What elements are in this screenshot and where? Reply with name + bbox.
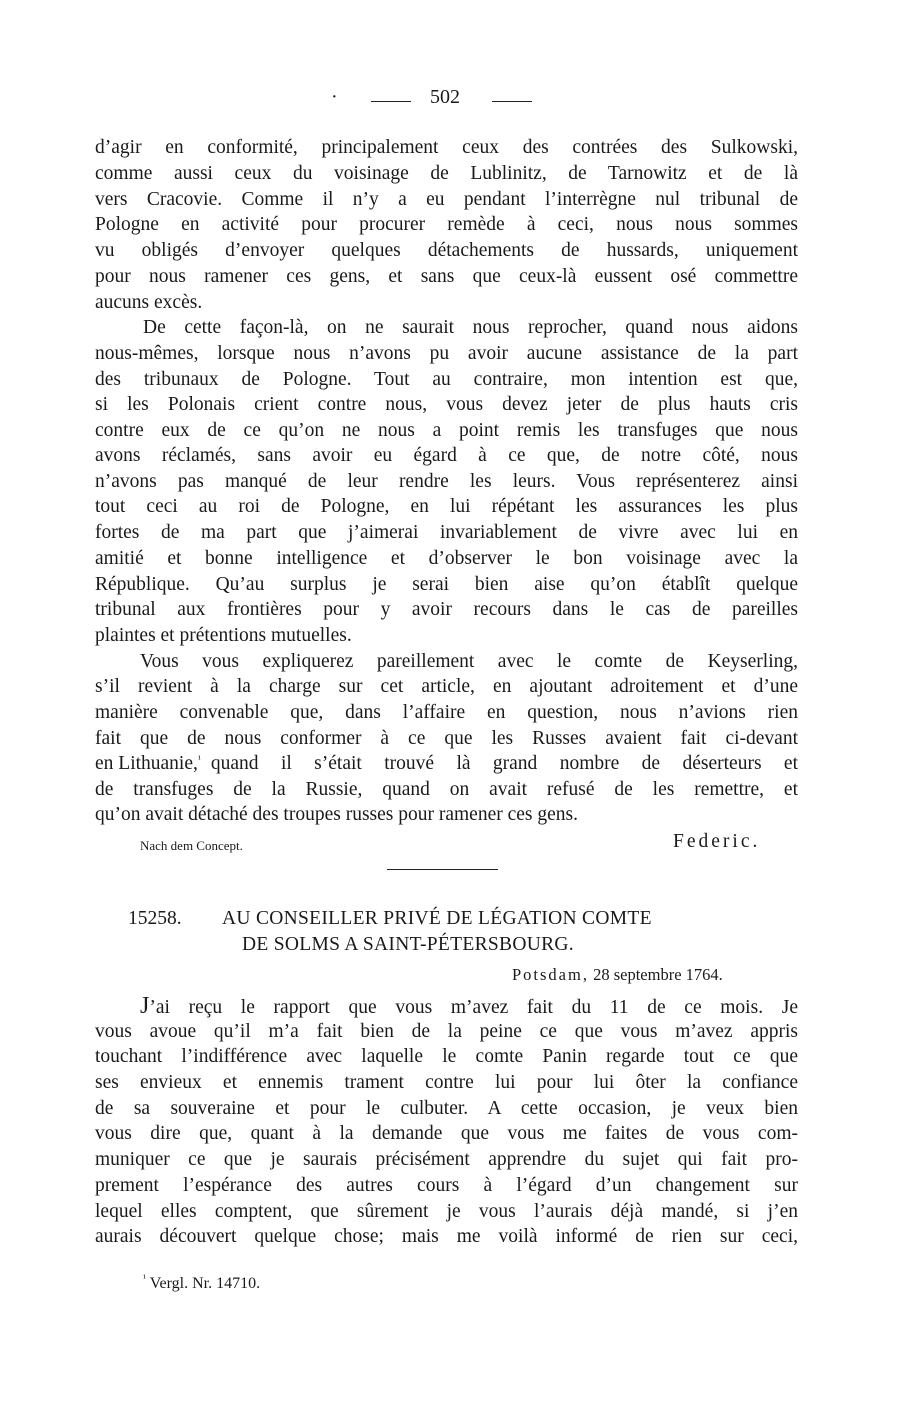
text-line: ses envieux et ennemis trament contre lui pour lui ôter la confiance: [95, 1072, 798, 1093]
footnote-ref: ¹: [197, 754, 201, 765]
letter-heading-line2: DE SOLMS A SAINT-PÉTERSBOURG.: [242, 934, 574, 955]
dateline-place: Potsdam,: [512, 965, 589, 984]
text-line: de sa souveraine et pour le culbuter. A cette occasion, je veux bien: [95, 1098, 798, 1119]
footnote-marker: ¹: [143, 1273, 146, 1284]
text-fragment: ’ai reçu le rapport que vous m’avez fait du 11 de ce mois. Je: [149, 997, 798, 1018]
dateline: [512, 965, 723, 985]
text-line: République. Qu’au surplus je serai bien aise qu’on établît quelque: [95, 574, 798, 595]
text-line: avons réclamés, sans avoir eu égard à ce que, de notre côté, nous: [95, 445, 798, 466]
text-line: de transfuges de la Russie, quand on avait refusé de les remettre, et: [95, 779, 798, 800]
text-line: Vous vous expliquerez pareillement avec le comte de Keyserling,: [140, 651, 798, 672]
text-line: fait que de nous conformer à ce que les Russes avaient fait ci-devant: [95, 728, 798, 749]
text-line: manière convenable que, dans l’affaire en question, nous n’avions rien: [95, 702, 798, 723]
letter-heading-line1: AU CONSEILLER PRIVÉ DE LÉGATION COMTE: [222, 908, 652, 929]
text-line: fortes de ma part que j’aimerai invariablement de vivre avec lui en: [95, 522, 798, 543]
text-line: nous-mêmes, lorsque nous n’avons pu avoir aucune assistance de la part: [95, 343, 798, 364]
drop-cap: J: [140, 993, 150, 1019]
footnote: [143, 1275, 260, 1293]
signature: Federic.: [673, 831, 761, 852]
letter-number: 15258.: [128, 908, 182, 929]
page-number: 502: [430, 86, 460, 108]
text-line: comme aussi ceux du voisinage de Lublinitz, de Tarnowitz et de là: [95, 163, 798, 184]
text-line: s’il revient à la charge sur cet article, en ajoutant adroitement et d’une: [95, 676, 798, 697]
header-dot: ·: [331, 86, 338, 108]
text-line: vers Cracovie. Comme il n’y a eu pendant l’interrègne nul tribunal de: [95, 189, 798, 210]
text-line: Pologne en activité pour procurer remède à ceci, nous nous sommes: [95, 214, 798, 235]
text-line: contre eux de ce qu’on ne nous a point remis les transfuges que nous: [95, 420, 798, 441]
page-header: [0, 86, 900, 116]
text-line: n’avons pas manqué de leur rendre les leurs. Vous représenterez ainsi: [95, 471, 798, 492]
text-line: tout ceci au roi de Pologne, en lui répétant les assurances les plus: [95, 496, 798, 517]
text-line: vu obligés d’envoyer quelques détachements de hussards, uniquement: [95, 240, 798, 261]
text-line: vous avoue qu’il m’a fait bien de la peine ce que vous m’avez appris: [95, 1021, 798, 1042]
dateline-date: 28 septembre 1764.: [593, 965, 723, 984]
section-separator: [387, 869, 498, 870]
text-line: [140, 993, 798, 1021]
text-fragment: en Lithuanie,: [95, 753, 198, 774]
text-line: [95, 751, 798, 777]
text-line: De cette façon-là, on ne saurait nous reprocher, quand nous aidons: [143, 317, 798, 338]
text-line: plaintes et prétentions mutuelles.: [95, 625, 352, 646]
text-line: amitié et bonne intelligence et d’observer le bon voisinage avec la: [95, 548, 798, 569]
text-line: aucuns excès.: [95, 292, 203, 313]
text-line: lequel elles comptent, que sûrement je vous l’aurais déjà mandé, si j’en: [95, 1201, 798, 1222]
text-line: d’agir en conformité, principalement ceux des contrées des Sulkowski,: [95, 137, 798, 158]
source-note: Nach dem Concept.: [140, 838, 243, 853]
text-line: aurais découvert quelque chose; mais me voilà informé de rien sur ceci,: [95, 1226, 798, 1247]
text-line: pour nous ramener ces gens, et sans que ceux-là eussent osé commettre: [95, 266, 798, 287]
text-line: touchant l’indifférence avec laquelle le comte Panin regarde tout ce que: [95, 1046, 798, 1067]
signature-row: [0, 832, 900, 858]
text-line: qu’on avait détaché des troupes russes pour ramener ces gens.: [95, 804, 578, 825]
text-line: tribunal aux frontières pour y avoir recours dans le cas de pareilles: [95, 599, 798, 620]
text-line: si les Polonais crient contre nous, vous devez jeter de plus hauts cris: [95, 394, 798, 415]
header-rule-right: [492, 101, 532, 102]
text-line: prement l’espérance des autres cours à l’égard d’un changement sur: [95, 1175, 798, 1196]
text-fragment: quand il s’était trouvé là grand nombre de déserteurs et: [210, 753, 798, 774]
header-rule-left: [371, 101, 411, 102]
text-line: vous dire que, quant à la demande que vous me faites de vous com-: [95, 1123, 798, 1144]
text-fragment: [95, 751, 201, 777]
footnote-text: Vergl. Nr. 14710.: [149, 1275, 261, 1292]
text-line: muniquer ce que je saurais précisément apprendre du sujet qui fait pro-: [95, 1149, 798, 1170]
text-line: des tribunaux de Pologne. Tout au contraire, mon intention est que,: [95, 369, 798, 390]
